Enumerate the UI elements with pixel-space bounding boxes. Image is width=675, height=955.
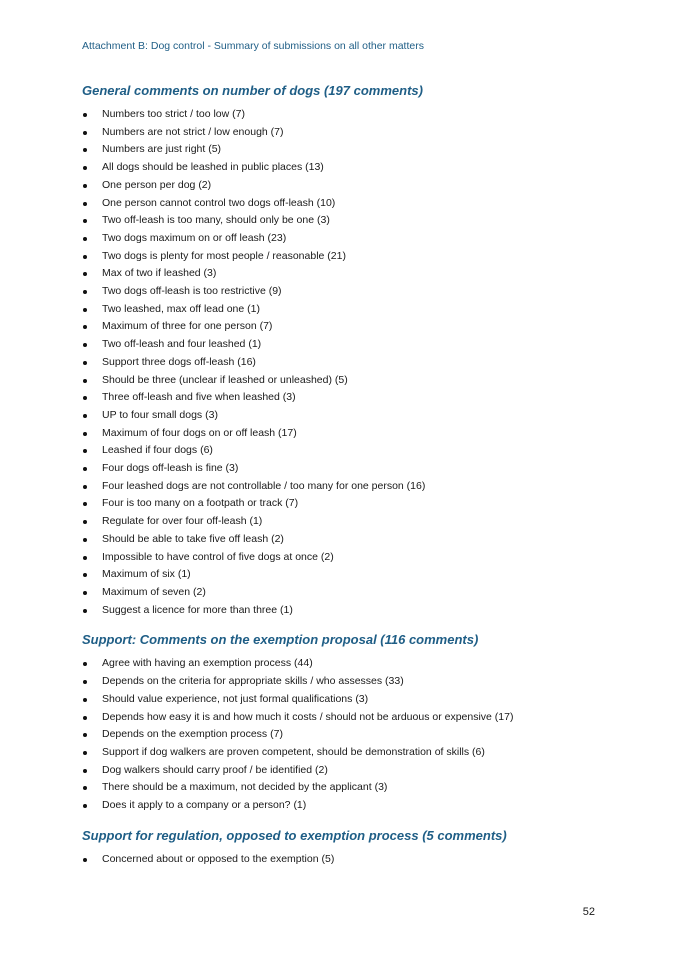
list-item-text: Depends how easy it is and how much it costs / should not be arduous or expensive (17) [102, 710, 514, 723]
list-item [82, 726, 622, 744]
list-item-text: Should be three (unclear if leashed or unleashed) (5) [102, 373, 348, 386]
bullet-icon [83, 396, 87, 400]
list-item [82, 744, 622, 762]
list-item [82, 549, 622, 567]
list-item-text: Four leashed dogs are not controllable / too many for one person (16) [102, 479, 426, 492]
list-item [82, 318, 622, 336]
page-header: Attachment B: Dog control - Summary of submissions on all other matters [82, 40, 424, 52]
list-item [82, 673, 622, 691]
list-item [82, 709, 622, 727]
bullet-icon [83, 432, 87, 436]
list-item-text: Max of two if leashed (3) [102, 267, 217, 280]
list-item [82, 762, 622, 780]
bullet-list [82, 851, 622, 869]
section-heading: General comments on number of dogs (197 comments) [82, 83, 423, 98]
bullet-icon [83, 361, 87, 365]
list-item-text: Support three dogs off-leash (16) [102, 355, 256, 368]
bullet-icon [83, 202, 87, 206]
bullet-icon [83, 131, 87, 135]
list-item-text: Two dogs is plenty for most people / reasonable (21) [102, 249, 346, 262]
section-exemption-support [82, 631, 622, 814]
list-item [82, 354, 622, 372]
list-item [82, 407, 622, 425]
list-item-text: There should be a maximum, not decided by the applicant (3) [102, 781, 388, 794]
bullet-icon [83, 485, 87, 489]
list-item-text: Dog walkers should carry proof / be identified (2) [102, 763, 328, 776]
list-item-text: Numbers are just right (5) [102, 143, 222, 156]
bullet-icon [83, 467, 87, 471]
list-item [82, 779, 622, 797]
bullet-list [82, 655, 622, 814]
list-item-text: One person per dog (2) [102, 178, 212, 191]
list-item-text: Two dogs maximum on or off leash (23) [102, 231, 287, 244]
list-item-text: All dogs should be leashed in public places (13) [102, 161, 324, 174]
list-item-text: Two off-leash is too many, should only be one (3) [102, 214, 330, 227]
list-item-text: Maximum of six (1) [102, 568, 191, 581]
bullet-icon [83, 786, 87, 790]
list-item-text: UP to four small dogs (3) [102, 408, 218, 421]
list-item-text: Does it apply to a company or a person? (1) [102, 799, 307, 812]
list-item-text: Should be able to take five off leash (2) [102, 532, 284, 545]
bullet-icon [83, 325, 87, 329]
list-item-text: Concerned about or opposed to the exemption (5) [102, 852, 335, 865]
list-item-text: Numbers are not strict / low enough (7) [102, 125, 284, 138]
list-item [82, 212, 622, 230]
list-item-text: Depends on the criteria for appropriate skills / who assesses (33) [102, 675, 404, 688]
list-item [82, 425, 622, 443]
bullet-icon [83, 769, 87, 773]
bullet-icon [83, 609, 87, 613]
bullet-icon [83, 449, 87, 453]
list-item-text: Two dogs off-leash is too restrictive (9) [102, 285, 282, 298]
list-item [82, 460, 622, 478]
list-item [82, 177, 622, 195]
list-item-text: Agree with having an exemption process (44) [102, 657, 313, 670]
bullet-icon [83, 698, 87, 702]
bullet-icon [83, 255, 87, 259]
bullet-icon [83, 113, 87, 117]
bullet-icon [83, 272, 87, 276]
section-general-comments [82, 82, 622, 619]
list-item-text: Maximum of four dogs on or off leash (17) [102, 426, 297, 439]
list-item [82, 531, 622, 549]
bullet-icon [83, 520, 87, 524]
list-item-text: Should value experience, not just formal qualifications (3) [102, 692, 369, 705]
list-item-text: Impossible to have control of five dogs at once (2) [102, 550, 334, 563]
bullet-icon [83, 538, 87, 542]
list-item [82, 655, 622, 673]
list-item-text: Four dogs off-leash is fine (3) [102, 462, 239, 475]
list-item [82, 195, 622, 213]
list-item [82, 389, 622, 407]
list-item [82, 566, 622, 584]
list-item [82, 106, 622, 124]
list-item [82, 265, 622, 283]
bullet-icon [83, 308, 87, 312]
bullet-icon [83, 662, 87, 666]
list-item-text: Regulate for over four off-leash (1) [102, 515, 263, 528]
list-item [82, 141, 622, 159]
list-item-text: Numbers too strict / too low (7) [102, 108, 245, 120]
bullet-icon [83, 751, 87, 755]
list-item [82, 124, 622, 142]
list-item [82, 283, 622, 301]
list-item-text: Four is too many on a footpath or track (7) [102, 497, 299, 510]
list-item [82, 797, 622, 815]
bullet-icon [83, 858, 87, 862]
bullet-icon [83, 219, 87, 223]
bullet-icon [83, 414, 87, 418]
list-item-text: Three off-leash and five when leashed (3) [102, 391, 296, 404]
document-body [82, 82, 622, 868]
bullet-icon [83, 184, 87, 188]
bullet-icon [83, 573, 87, 577]
bullet-icon [83, 502, 87, 506]
list-item [82, 851, 622, 869]
list-item [82, 248, 622, 266]
list-item [82, 230, 622, 248]
list-item [82, 336, 622, 354]
bullet-icon [83, 680, 87, 684]
list-item [82, 495, 622, 513]
list-item-text: One person cannot control two dogs off-leash (10) [102, 196, 336, 209]
list-item-text: Support if dog walkers are proven competent, should be demonstration of skills (6) [102, 745, 485, 758]
list-item [82, 478, 622, 496]
bullet-icon [83, 733, 87, 737]
list-item [82, 513, 622, 531]
list-item [82, 584, 622, 602]
list-item [82, 442, 622, 460]
bullet-icon [83, 716, 87, 720]
list-item [82, 159, 622, 177]
section-regulation-support [82, 827, 622, 869]
list-item-text: Depends on the exemption process (7) [102, 728, 283, 741]
bullet-icon [83, 556, 87, 560]
list-item-text: Suggest a licence for more than three (1) [102, 603, 293, 616]
bullet-icon [83, 148, 87, 152]
list-item [82, 602, 622, 620]
list-item [82, 691, 622, 709]
bullet-icon [83, 290, 87, 294]
bullet-list [82, 106, 622, 619]
section-heading: Support: Comments on the exemption proposal (116 comments) [82, 632, 479, 648]
bullet-icon [83, 237, 87, 241]
list-item [82, 301, 622, 319]
bullet-icon [83, 343, 87, 347]
bullet-icon [83, 591, 87, 595]
list-item-text: Two off-leash and four leashed (1) [102, 338, 262, 351]
list-item-text: Two leashed, max off lead one (1) [102, 302, 260, 315]
bullet-icon [83, 804, 87, 808]
list-item-text: Leashed if four dogs (6) [102, 444, 213, 457]
list-item [82, 372, 622, 390]
bullet-icon [83, 379, 87, 383]
section-heading: Support for regulation, opposed to exemption process (5 comments) [82, 827, 507, 843]
bullet-icon [83, 166, 87, 170]
list-item-text: Maximum of three for one person (7) [102, 320, 273, 333]
list-item-text: Maximum of seven (2) [102, 585, 206, 598]
page-number: 52 [582, 906, 595, 918]
